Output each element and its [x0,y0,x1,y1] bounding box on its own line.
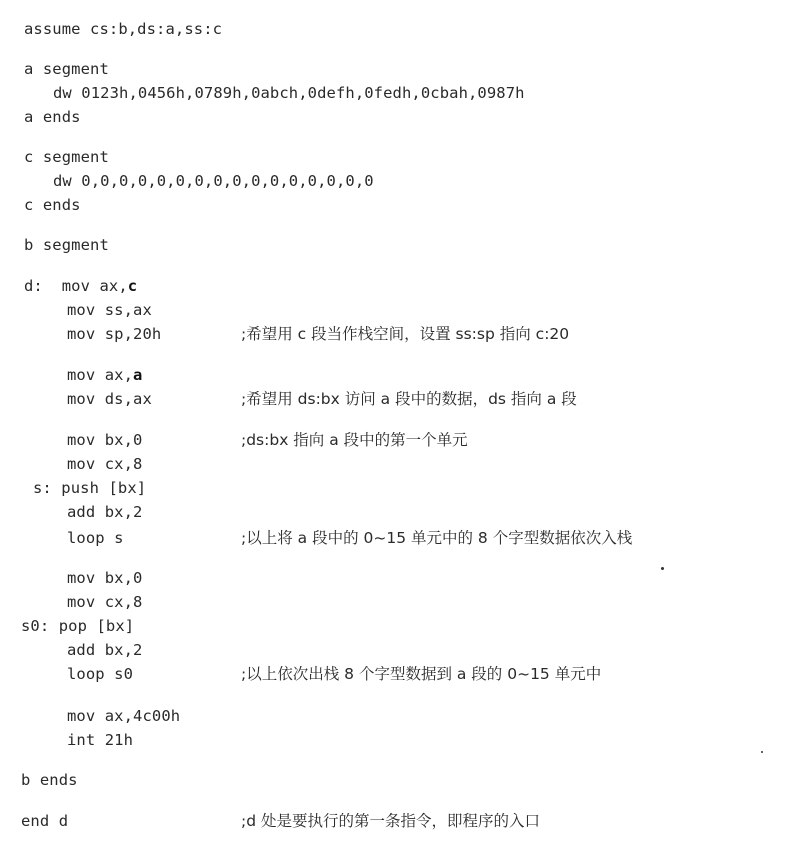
instruction-text [24,146,109,168]
instruction-text [21,769,78,791]
instruction-main: dw 0,0,0,0,0,0,0,0,0,0,0,0,0,0,0,0 [53,172,374,190]
code-line [0,58,787,80]
code-line [0,453,787,475]
segment-operand: a [133,366,143,384]
instruction-main: mov cx,8 [67,593,143,611]
code-line [0,477,787,499]
instruction-main: mov ax, [67,366,134,384]
instruction-main: b ends [21,771,78,789]
instruction-text [67,591,142,613]
code-line [0,388,787,410]
instruction-main: a ends [24,108,81,126]
code-line [0,18,787,40]
instruction-main: int 21h [67,731,134,749]
instruction-text [53,170,374,192]
segment-operand: c [127,277,138,295]
instruction-main: mov sp,20h [67,325,162,343]
code-line [0,364,787,386]
instruction-main: d: mov ax, [24,277,128,295]
code-line [0,769,787,791]
code-line [0,82,787,104]
instruction-main: end d [21,812,69,830]
code-line [0,705,787,727]
code-comment: ;d 处是要执行的第一条指令，即程序的入口 [241,812,540,830]
instruction-main: dw 0123h,0456h,0789h,0abch,0defh,0fedh,0cbah,0987h [53,84,525,102]
instruction-text [67,639,142,661]
instruction-main: mov ss,ax [67,301,152,319]
instruction-main: mov bx,0 [67,431,143,449]
instruction-main: a segment [24,60,109,78]
code-line [0,527,787,549]
instruction-main: add bx,2 [67,641,143,659]
instruction-text [67,299,152,321]
code-line [0,106,787,128]
instruction-text [24,18,222,40]
instruction-main: s: push [bx] [33,479,147,497]
instruction-text [24,58,109,80]
code-line [0,170,787,192]
scan-speck [761,751,763,753]
code-comment: ;希望用 ds:bx 访问 a 段中的数据，ds 指向 a 段 [241,390,577,408]
instruction-text [67,705,180,727]
instruction-text [33,477,146,499]
instruction-text [67,567,142,589]
code-comment: ;希望用 c 段当作栈空间，设置 ss:sp 指向 c:20 [241,325,570,343]
code-line [0,429,787,451]
code-line [0,299,787,321]
instruction-main: add bx,2 [67,503,143,521]
code-line [0,639,787,661]
scan-speck [661,567,664,570]
instruction-text [67,501,142,523]
code-line [0,501,787,523]
instruction-text [24,234,109,256]
code-line [0,663,787,685]
code-line [0,567,787,589]
instruction-text [67,453,142,475]
code-line [0,146,787,168]
code-line [0,615,787,637]
instruction-text [21,615,134,637]
instruction-main: assume cs:b,ds:a,ss:c [24,20,223,38]
instruction-text [53,82,525,104]
instruction-main: mov bx,0 [67,569,143,587]
code-comment: ;以上将 a 段中的 0~15 单元中的 8 个字型数据依次入栈 [241,529,633,547]
instruction-main: mov ax,4c00h [67,707,181,725]
instruction-text [67,527,124,549]
instruction-text [67,429,142,451]
code-line [0,234,787,256]
instruction-main: mov ds,ax [67,390,152,408]
instruction-text [67,364,142,386]
instruction-main: mov cx,8 [67,455,143,473]
code-line [0,591,787,613]
instruction-main: loop s0 [67,665,134,683]
code-line [0,323,787,345]
instruction-main: loop s [67,529,124,547]
code-line [0,275,787,297]
instruction-main: s0: pop [bx] [21,617,135,635]
code-comment: ;ds:bx 指向 a 段中的第一个单元 [241,431,468,449]
instruction-text [67,323,161,345]
instruction-main: c segment [24,148,109,166]
code-comment: ;以上依次出栈 8 个字型数据到 a 段的 0~15 单元中 [241,665,602,683]
code-line [0,810,787,832]
instruction-text [67,388,152,410]
instruction-text [24,275,137,297]
instruction-text [21,810,68,832]
instruction-text [67,663,133,685]
code-line [0,194,787,216]
instruction-text [24,106,81,128]
instruction-text [67,729,133,751]
instruction-text [24,194,81,216]
instruction-main: c ends [24,196,81,214]
code-line [0,729,787,751]
instruction-main: b segment [24,236,109,254]
